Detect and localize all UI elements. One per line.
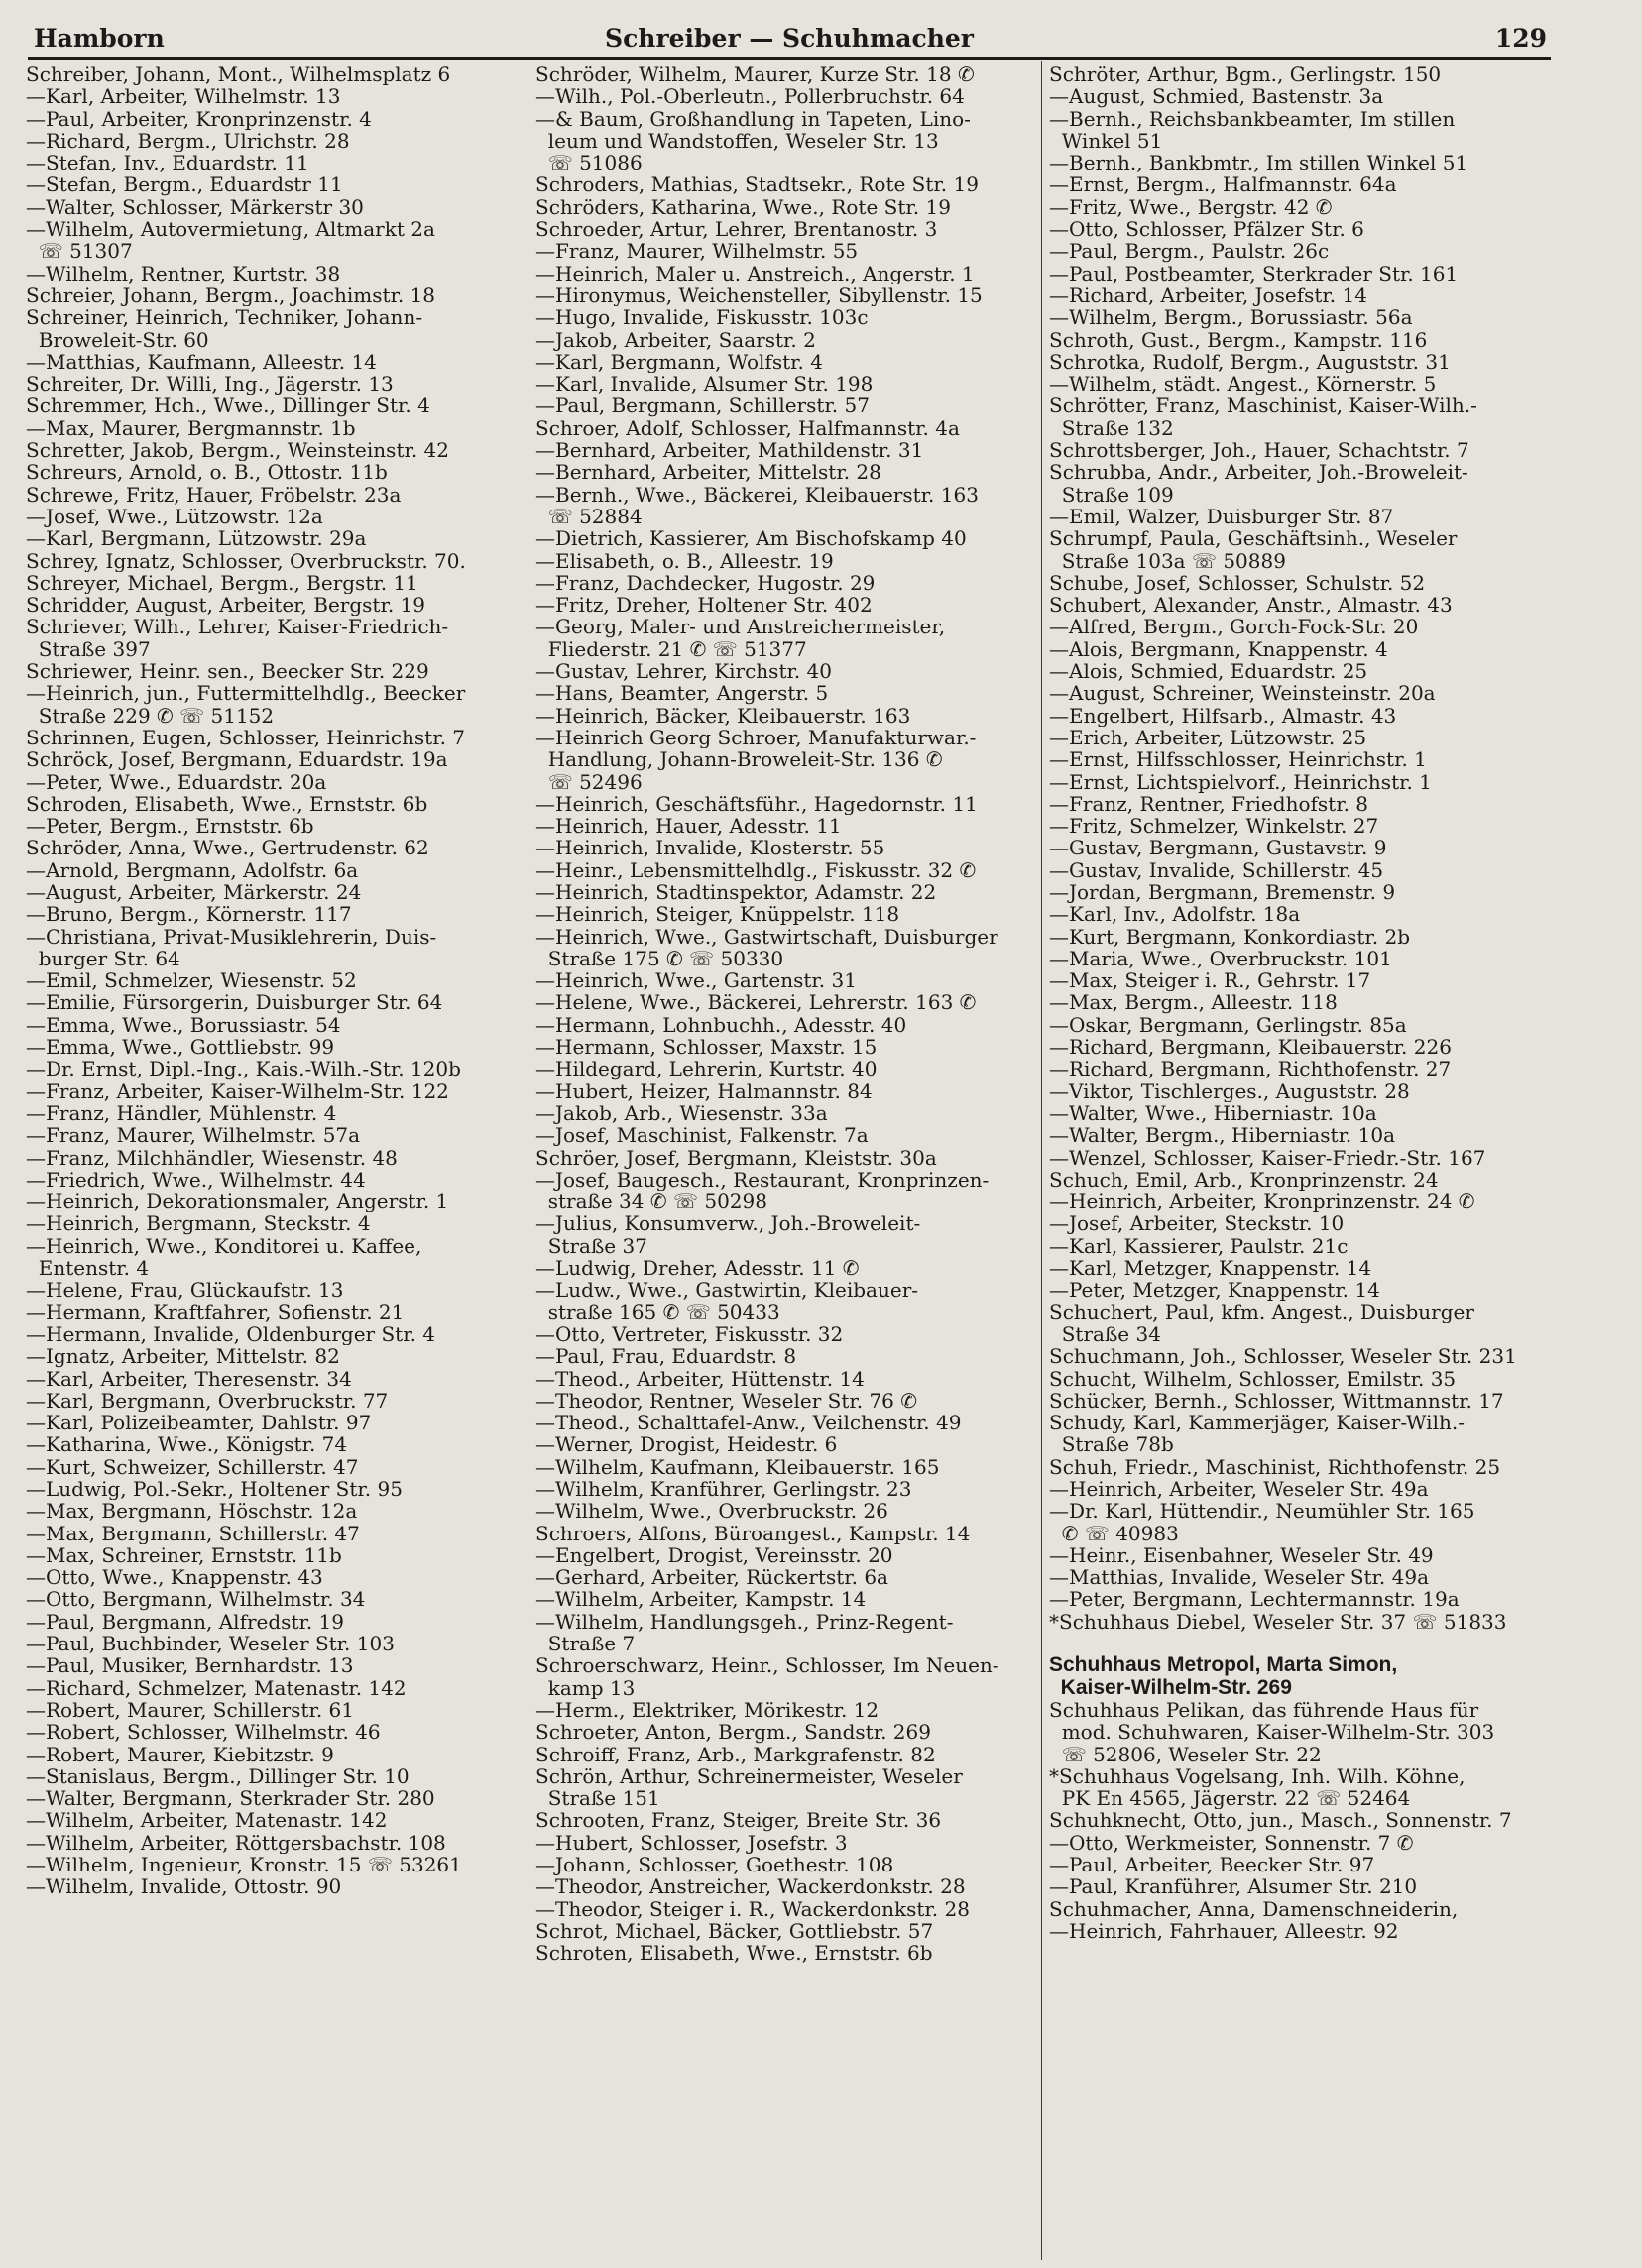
directory-entry: Schroeder, Artur, Lehrer, Brentanostr. 3 bbox=[535, 218, 938, 241]
directory-entry: —Heinrich, Hauer, Adesstr. 11 bbox=[535, 815, 842, 838]
directory-entry: Straße 151 bbox=[535, 1787, 660, 1810]
directory-entry: —Engelbert, Hilfsarb., Almastr. 43 bbox=[1049, 704, 1397, 727]
directory-entry: —Bruno, Bergm., Körnerstr. 117 bbox=[26, 903, 352, 926]
directory-entry: —Paul, Bergmann, Alfredstr. 19 bbox=[26, 1610, 345, 1634]
directory-entry: —Bernhard, Arbeiter, Mathildenstr. 31 bbox=[535, 439, 924, 462]
directory-entry: —Ernst, Hilfsschlosser, Heinrichstr. 1 bbox=[1049, 748, 1427, 771]
directory-entry: —Franz, Maurer, Wilhelmstr. 55 bbox=[535, 240, 859, 263]
directory-entry: Schroerschwarz, Heinr., Schlosser, Im Neuen- bbox=[535, 1654, 999, 1677]
page-number: 129 bbox=[1494, 24, 1547, 53]
directory-entry: —Karl, Bergmann, Overbruckstr. 77 bbox=[26, 1389, 389, 1413]
directory-entry: Schröder, Wilhelm, Maurer, Kurze Str. 18 ✆ bbox=[535, 63, 975, 86]
directory-entry: —Elisabeth, o. B., Alleestr. 19 bbox=[535, 549, 834, 572]
directory-entry: —Christiana, Privat-Musiklehrerin, Duis- bbox=[26, 925, 437, 948]
directory-entry: —Emil, Schmelzer, Wiesenstr. 52 bbox=[26, 969, 357, 992]
directory-entry: Schuchert, Paul, kfm. Angest., Duisburger bbox=[1049, 1301, 1474, 1323]
directory-entry: —Max, Steiger i. R., Gehrstr. 17 bbox=[1049, 969, 1371, 992]
directory-entry: —Kurt, Bergmann, Konkordiastr. 2b bbox=[1049, 925, 1411, 948]
directory-entry: —Theod., Schalttafel-Anw., Veilchenstr. 49 bbox=[535, 1412, 962, 1434]
directory-entry: —Wilhelm, Kaufmann, Kleibauerstr. 165 bbox=[535, 1455, 940, 1478]
directory-entry: Schrötter, Franz, Maschinist, Kaiser-Wilh.- bbox=[1049, 395, 1477, 417]
directory-entry: —Hironymus, Weichensteller, Sibyllenstr. 15 bbox=[535, 284, 983, 307]
page-header bbox=[28, 22, 1551, 60]
directory-entry: —Heinrich, Arbeiter, Kronprinzenstr. 24 ✆ bbox=[1049, 1191, 1475, 1213]
directory-entry bbox=[1049, 1633, 1557, 1654]
directory-entry: Schreiber, Johann, Mont., Wilhelmsplatz 6 bbox=[26, 63, 451, 86]
directory-entry: —Wilhelm, Ingenieur, Kronstr. 15 ☏ 53261 bbox=[26, 1854, 462, 1876]
directory-entry: —Karl, Bergmann, Lützowstr. 29a bbox=[26, 527, 367, 550]
directory-entry: —Julius, Konsumverw., Joh.-Broweleit- bbox=[535, 1212, 921, 1235]
column-1 bbox=[26, 63, 533, 1898]
directory-entry: Schretter, Jakob, Bergm., Weinsteinstr. 42 bbox=[26, 439, 450, 462]
directory-entry: —Heinrich, Invalide, Klosterstr. 55 bbox=[535, 837, 885, 859]
directory-entry: —Jakob, Arb., Wiesenstr. 33a bbox=[535, 1101, 828, 1125]
directory-entry: Straße 175 ✆ ☏ 50330 bbox=[535, 947, 784, 970]
directory-entry: —Friedrich, Wwe., Wilhelmstr. 44 bbox=[26, 1168, 366, 1191]
directory-entry: —Richard, Bergmann, Richthofenstr. 27 bbox=[1049, 1058, 1452, 1080]
directory-entry: Schrey, Ignatz, Schlosser, Overbruckstr. 70. bbox=[26, 549, 466, 572]
directory-entry: —Karl, Polizeibeamter, Dahlstr. 97 bbox=[26, 1412, 372, 1434]
directory-entry: *Schuhhaus Vogelsang, Inh. Wilh. Köhne, bbox=[1049, 1764, 1466, 1788]
directory-entry: —Wilhelm, Arbeiter, Matenastr. 142 bbox=[26, 1809, 388, 1832]
directory-entry: Schucht, Wilhelm, Schlosser, Emilstr. 35 bbox=[1049, 1367, 1457, 1390]
directory-entry: —Erich, Arbeiter, Lützowstr. 25 bbox=[1049, 726, 1367, 749]
directory-entry: —Gustav, Invalide, Schillerstr. 45 bbox=[1049, 858, 1384, 881]
directory-entry: —Franz, Rentner, Friedhofstr. 8 bbox=[1049, 792, 1369, 816]
directory-entry: —Matthias, Kaufmann, Alleestr. 14 bbox=[26, 350, 377, 374]
directory-entry: Schrön, Arthur, Schreinermeister, Weseler bbox=[535, 1764, 963, 1788]
directory-entry: straße 165 ✆ ☏ 50433 bbox=[535, 1301, 780, 1323]
directory-entry: —Wilhelm, Handlungsgeh., Prinz-Regent- bbox=[535, 1610, 954, 1634]
directory-entry: —Maria, Wwe., Overbruckstr. 101 bbox=[1049, 947, 1392, 970]
directory-entry: —Dr. Ernst, Dipl.-Ing., Kais.-Wilh.-Str. 120b bbox=[26, 1058, 461, 1080]
directory-entry: Schroden, Elisabeth, Wwe., Ernststr. 6b bbox=[26, 792, 428, 816]
directory-entry: —Hildegard, Lehrerin, Kurtstr. 40 bbox=[535, 1058, 878, 1080]
directory-entry: —Josef, Wwe., Lützowstr. 12a bbox=[26, 505, 323, 528]
directory-entry: —Franz, Milchhändler, Wiesenstr. 48 bbox=[26, 1146, 398, 1169]
directory-entry: —Karl, Bergmann, Wolfstr. 4 bbox=[535, 350, 823, 374]
directory-entry: kamp 13 bbox=[535, 1676, 636, 1699]
directory-entry: Schroth, Gust., Bergm., Kampstr. 116 bbox=[1049, 328, 1428, 351]
directory-entry: —Hugo, Invalide, Fiskusstr. 103c bbox=[535, 306, 869, 329]
directory-entry: —Heinrich, Arbeiter, Weseler Str. 49a bbox=[1049, 1478, 1429, 1501]
directory-entry: —Heinrich, Wwe., Konditorei u. Kaffee, bbox=[26, 1234, 422, 1258]
directory-entry: ☏ 51307 bbox=[26, 240, 133, 263]
directory-entry: —Hubert, Heizer, Halmannstr. 84 bbox=[535, 1079, 873, 1102]
directory-entry: —Hans, Beamter, Angerstr. 5 bbox=[535, 682, 829, 705]
directory-entry: —Wilhelm, Arbeiter, Röttgersbachstr. 108 bbox=[26, 1831, 446, 1855]
directory-entry: —Max, Bergm., Alleestr. 118 bbox=[1049, 991, 1338, 1014]
directory-entry: —Hermann, Schlosser, Maxstr. 15 bbox=[535, 1036, 878, 1059]
directory-entry: Schreyer, Michael, Bergm., Bergstr. 11 bbox=[26, 571, 418, 595]
directory-entry: —Otto, Wwe., Knappenstr. 43 bbox=[26, 1566, 323, 1589]
directory-entry: —Emma, Wwe., Borussiastr. 54 bbox=[26, 1013, 341, 1037]
directory-entry: ☏ 51086 bbox=[535, 152, 643, 174]
directory-entry: Schröer, Josef, Bergmann, Kleiststr. 30a bbox=[535, 1146, 937, 1169]
directory-entry: —Heinrich, Steiger, Knüppelstr. 118 bbox=[535, 903, 900, 926]
directory-entry: —Helene, Wwe., Bäckerei, Lehrerstr. 163 ✆ bbox=[535, 991, 977, 1014]
directory-entry: Entenstr. 4 bbox=[26, 1257, 150, 1280]
directory-entry: —Heinrich, jun., Futtermittelhdlg., Beecker bbox=[26, 682, 466, 705]
directory-entry: —Kurt, Schweizer, Schillerstr. 47 bbox=[26, 1455, 359, 1478]
directory-entry: —Bernhard, Arbeiter, Mittelstr. 28 bbox=[535, 461, 881, 484]
directory-entry: —Bernh., Bankbmtr., Im stillen Winkel 51 bbox=[1049, 152, 1468, 174]
directory-entry: —Alois, Schmied, Eduardstr. 25 bbox=[1049, 660, 1368, 683]
directory-entry: —Fritz, Schmelzer, Winkelstr. 27 bbox=[1049, 815, 1379, 838]
directory-entry: —Jakob, Arbeiter, Saarstr. 2 bbox=[535, 328, 816, 351]
directory-entry: Schriever, Wilh., Lehrer, Kaiser-Friedrich- bbox=[26, 616, 449, 638]
directory-entry: —Alois, Bergmann, Knappenstr. 4 bbox=[1049, 637, 1388, 661]
directory-entry: Straße 34 bbox=[1049, 1322, 1161, 1346]
directory-entry: —Bernh., Reichsbankbeamter, Im stillen bbox=[1049, 107, 1456, 130]
directory-entry: Straße 103a ☏ 50889 bbox=[1049, 549, 1286, 572]
directory-entry: —Paul, Bergmann, Schillerstr. 57 bbox=[535, 395, 870, 417]
directory-entry: Schrumpf, Paula, Geschäftsinh., Weseler bbox=[1049, 527, 1458, 550]
directory-entry: Schröck, Josef, Bergmann, Eduardstr. 19a bbox=[26, 748, 448, 771]
directory-entry: Schröder, Anna, Wwe., Gertrudenstr. 62 bbox=[26, 837, 429, 859]
directory-entry: —Peter, Bergmann, Lechtermannstr. 19a bbox=[1049, 1588, 1460, 1611]
directory-entry: —Josef, Arbeiter, Steckstr. 10 bbox=[1049, 1212, 1345, 1235]
directory-entry: —Heinrich, Stadtinspektor, Adamstr. 22 bbox=[535, 880, 937, 904]
directory-entry: Schrinnen, Eugen, Schlosser, Heinrichstr. 7 bbox=[26, 726, 466, 749]
directory-entry: Schuhmacher, Anna, Damenschneiderin, bbox=[1049, 1897, 1459, 1920]
header-range: Schreiber — Schuhmacher bbox=[605, 24, 974, 53]
directory-entry: Straße 7 bbox=[535, 1633, 636, 1655]
directory-entry: Schroten, Elisabeth, Wwe., Ernststr. 6b bbox=[535, 1942, 933, 1965]
directory-entry: Straße 109 bbox=[1049, 483, 1174, 506]
directory-entry: ☏ 52884 bbox=[535, 505, 643, 528]
directory-entry: —Franz, Händler, Mühlenstr. 4 bbox=[26, 1101, 337, 1125]
directory-entry: Schube, Josef, Schlosser, Schulstr. 52 bbox=[1049, 571, 1426, 595]
directory-entry: Straße 37 bbox=[535, 1234, 647, 1258]
directory-entry: —Walter, Bergm., Hiberniastr. 10a bbox=[1049, 1124, 1396, 1147]
directory-entry: —Bernh., Wwe., Bäckerei, Kleibauerstr. 163 bbox=[535, 483, 979, 506]
directory-entry: —Wilhelm, Arbeiter, Kampstr. 14 bbox=[535, 1588, 867, 1611]
directory-entry: —Alfred, Bergm., Gorch-Fock-Str. 20 bbox=[1049, 616, 1419, 638]
directory-entry: Schrotka, Rudolf, Bergm., Auguststr. 31 bbox=[1049, 350, 1451, 374]
directory-entry: Schuhhaus Metropol, Marta Simon, bbox=[1049, 1654, 1398, 1677]
directory-entry: —Stanislaus, Bergm., Dillinger Str. 10 bbox=[26, 1764, 410, 1788]
directory-entry: —Josef, Baugesch., Restaurant, Kronprinzen- bbox=[535, 1168, 990, 1191]
directory-entry: —Viktor, Tischlerges., Auguststr. 28 bbox=[1049, 1079, 1410, 1102]
directory-entry: —Ernst, Bergm., Halfmannstr. 64a bbox=[1049, 173, 1397, 196]
directory-entry: —Oskar, Bergmann, Gerlingstr. 85a bbox=[1049, 1013, 1407, 1037]
directory-entry: —August, Schreiner, Weinsteinstr. 20a bbox=[1049, 682, 1436, 705]
directory-entry: Schrooten, Franz, Steiger, Breite Str. 36 bbox=[535, 1809, 942, 1832]
directory-entry: —Wilhelm, Wwe., Overbruckstr. 26 bbox=[535, 1500, 888, 1523]
directory-entry: —Heinrich, Bergmann, Steckstr. 4 bbox=[26, 1212, 371, 1235]
directory-entry: —Robert, Maurer, Schillerstr. 61 bbox=[26, 1698, 355, 1722]
directory-entry: —Georg, Maler- und Anstreichermeister, bbox=[535, 616, 946, 638]
directory-entry: —Theod., Arbeiter, Hüttenstr. 14 bbox=[535, 1367, 865, 1390]
directory-entry: —Franz, Dachdecker, Hugostr. 29 bbox=[535, 571, 876, 595]
directory-entry: —Emil, Walzer, Duisburger Str. 87 bbox=[1049, 505, 1394, 528]
directory-entry: —Karl, Invalide, Alsumer Str. 198 bbox=[535, 373, 874, 396]
directory-entry: —Karl, Arbeiter, Wilhelmstr. 13 bbox=[26, 85, 341, 108]
directory-entry: —Theodor, Rentner, Weseler Str. 76 ✆ bbox=[535, 1389, 918, 1413]
directory-entry: burger Str. 64 bbox=[26, 947, 180, 970]
directory-entry: —Hermann, Invalide, Oldenburger Str. 4 bbox=[26, 1322, 436, 1346]
directory-entry: Schroiff, Franz, Arb., Markgrafenstr. 82 bbox=[535, 1743, 936, 1765]
directory-entry: Schridder, August, Arbeiter, Bergstr. 19 bbox=[26, 594, 425, 617]
directory-entry: Schroders, Mathias, Stadtsekr., Rote Str. 19 bbox=[535, 173, 979, 196]
directory-entry: —Dietrich, Kassierer, Am Bischofskamp 40 bbox=[535, 527, 967, 550]
directory-entry: —Max, Bergmann, Schillerstr. 47 bbox=[26, 1522, 360, 1544]
directory-entry: —Stefan, Bergm., Eduardstr 11 bbox=[26, 173, 343, 196]
directory-entry: —Wilhelm, Invalide, Ottostr. 90 bbox=[26, 1875, 342, 1898]
directory-entry: Schriewer, Heinr. sen., Beecker Str. 229 bbox=[26, 660, 429, 683]
directory-entry: —& Baum, Großhandlung in Tapeten, Lino- bbox=[535, 107, 971, 130]
directory-entry: —Theodor, Steiger i. R., Wackerdonkstr. 28 bbox=[535, 1897, 970, 1920]
directory-entry: —Heinrich, Bäcker, Kleibauerstr. 163 bbox=[535, 704, 911, 727]
directory-entry: —Ignatz, Arbeiter, Mittelstr. 82 bbox=[26, 1345, 340, 1368]
directory-entry: —Wenzel, Schlosser, Kaiser-Friedr.-Str. 167 bbox=[1049, 1146, 1486, 1169]
directory-entry: —Herm., Elektriker, Mörikestr. 12 bbox=[535, 1698, 880, 1722]
directory-entry: Fliederstr. 21 ✆ ☏ 51377 bbox=[535, 637, 807, 661]
directory-entry: Schröders, Katharina, Wwe., Rote Str. 19 bbox=[535, 195, 951, 219]
directory-entry: —Ludwig, Pol.-Sekr., Holtener Str. 95 bbox=[26, 1478, 403, 1501]
directory-entry: Schuh, Friedr., Maschinist, Richthofenstr. 25 bbox=[1049, 1455, 1501, 1478]
directory-entry: Schuhknecht, Otto, jun., Masch., Sonnenstr. 7 bbox=[1049, 1809, 1512, 1832]
directory-entry: —Heinrich, Wwe., Gartenstr. 31 bbox=[535, 969, 857, 992]
directory-entry: —Heinrich, Fahrhauer, Alleestr. 92 bbox=[1049, 1919, 1399, 1943]
directory-entry: —Heinr., Lebensmittelhdlg., Fiskusstr. 32 ✆ bbox=[535, 858, 977, 881]
directory-entry: *Schuhhaus Diebel, Weseler Str. 37 ☏ 51833 bbox=[1049, 1610, 1507, 1634]
directory-entry: —Helene, Frau, Glückaufstr. 13 bbox=[26, 1279, 344, 1302]
directory-entry: —Emma, Wwe., Gottliebstr. 99 bbox=[26, 1036, 335, 1059]
directory-entry: —Fritz, Dreher, Holtener Str. 402 bbox=[535, 594, 873, 617]
directory-entry: —Wilhelm, Rentner, Kurtstr. 38 bbox=[26, 262, 341, 284]
directory-entry: —Katharina, Wwe., Königstr. 74 bbox=[26, 1433, 348, 1456]
directory-entry: Schücker, Bernh., Schlosser, Wittmannstr. 17 bbox=[1049, 1389, 1504, 1413]
directory-entry: PK En 4565, Jägerstr. 22 ☏ 52464 bbox=[1049, 1787, 1411, 1810]
directory-entry: —Max, Bergmann, Höschstr. 12a bbox=[26, 1500, 358, 1523]
directory-entry: —Gerhard, Arbeiter, Rückertstr. 6a bbox=[535, 1566, 888, 1589]
directory-entry: —Ludwig, Dreher, Adesstr. 11 ✆ bbox=[535, 1257, 860, 1280]
directory-entry: —Franz, Maurer, Wilhelmstr. 57a bbox=[26, 1124, 361, 1147]
directory-entry: Schroer, Adolf, Schlosser, Halfmannstr. 4a bbox=[535, 416, 960, 440]
directory-entry: —Engelbert, Drogist, Vereinsstr. 20 bbox=[535, 1543, 893, 1567]
directory-entry: Straße 397 bbox=[26, 637, 151, 661]
directory-entry: —Wilh., Pol.-Oberleutn., Pollerbruchstr. 64 bbox=[535, 85, 965, 108]
directory-entry: Schroers, Alfons, Büroangest., Kampstr. 14 bbox=[535, 1522, 971, 1544]
directory-entry: Schreiter, Dr. Willi, Ing., Jägerstr. 13 bbox=[26, 373, 394, 396]
directory-entry: Schrot, Michael, Bäcker, Gottliebstr. 57 bbox=[535, 1919, 934, 1943]
directory-entry: ☏ 52496 bbox=[535, 770, 643, 793]
directory-entry: Schreier, Johann, Bergm., Joachimstr. 18 bbox=[26, 284, 436, 307]
directory-entry: —Arnold, Bergmann, Adolfstr. 6a bbox=[26, 858, 359, 881]
directory-entry: —Matthias, Invalide, Weseler Str. 49a bbox=[1049, 1566, 1430, 1589]
directory-entry: Schrubba, Andr., Arbeiter, Joh.-Broweleit- bbox=[1049, 461, 1468, 484]
directory-entry: —Heinrich, Dekorationsmaler, Angerstr. 1 bbox=[26, 1191, 449, 1213]
directory-entry: Schremmer, Hch., Wwe., Dillinger Str. 4 bbox=[26, 395, 430, 417]
directory-entry: —Peter, Bergm., Ernststr. 6b bbox=[26, 815, 314, 838]
directory-entry: —Gustav, Bergmann, Gustavstr. 9 bbox=[1049, 837, 1387, 859]
directory-entry: —Richard, Bergmann, Kleibauerstr. 226 bbox=[1049, 1036, 1452, 1059]
directory-entry: Schubert, Alexander, Anstr., Almastr. 43 bbox=[1049, 594, 1453, 617]
directory-entry: —Karl, Kassierer, Paulstr. 21c bbox=[1049, 1234, 1349, 1258]
directory-entry: —Robert, Maurer, Kiebitzstr. 9 bbox=[26, 1743, 334, 1765]
directory-entry: —Richard, Bergm., Ulrichstr. 28 bbox=[26, 129, 350, 153]
directory-entry: Schroeter, Anton, Bergm., Sandstr. 269 bbox=[535, 1721, 931, 1744]
directory-entry: —Walter, Wwe., Hiberniastr. 10a bbox=[1049, 1101, 1377, 1125]
directory-entry: —Jordan, Bergmann, Bremenstr. 9 bbox=[1049, 880, 1396, 904]
directory-entry: —Paul, Frau, Eduardstr. 8 bbox=[535, 1345, 797, 1368]
directory-entry: Schreiner, Heinrich, Techniker, Johann- bbox=[26, 306, 423, 329]
directory-entry: —Ernst, Lichtspielvorf., Heinrichstr. 1 bbox=[1049, 770, 1432, 793]
directory-entry: —Richard, Schmelzer, Matenastr. 142 bbox=[26, 1676, 407, 1699]
directory-entry: Straße 132 bbox=[1049, 416, 1174, 440]
directory-entry: —Paul, Arbeiter, Beecker Str. 97 bbox=[1049, 1854, 1375, 1876]
directory-entry: —Wilhelm, Bergm., Borussiastr. 56a bbox=[1049, 306, 1413, 329]
directory-entry: Schrottsberger, Joh., Hauer, Schachtstr. 7 bbox=[1049, 439, 1469, 462]
directory-entry: —Emilie, Fürsorgerin, Duisburger Str. 64 bbox=[26, 991, 443, 1014]
directory-entry: —Paul, Buchbinder, Weseler Str. 103 bbox=[26, 1633, 395, 1655]
directory-entry: —Heinrich, Maler u. Anstreich., Angerstr. 1 bbox=[535, 262, 975, 284]
directory-entry: —Karl, Arbeiter, Theresenstr. 34 bbox=[26, 1367, 352, 1390]
directory-entry: mod. Schuhwaren, Kaiser-Wilhelm-Str. 303 bbox=[1049, 1721, 1495, 1744]
directory-entry: Schuch, Emil, Arb., Kronprinzenstr. 24 bbox=[1049, 1168, 1439, 1191]
directory-entry: —Walter, Schlosser, Märkerstr 30 bbox=[26, 195, 364, 219]
directory-entry: —Max, Maurer, Bergmannstr. 1b bbox=[26, 416, 356, 440]
directory-entry: —Dr. Karl, Hüttendir., Neumühler Str. 165 bbox=[1049, 1500, 1475, 1523]
directory-entry: —Otto, Schlosser, Pfälzer Str. 6 bbox=[1049, 218, 1364, 241]
directory-entry: —Paul, Musiker, Bernhardstr. 13 bbox=[26, 1654, 354, 1677]
directory-entry: Schrewe, Fritz, Hauer, Fröbelstr. 23a bbox=[26, 483, 402, 506]
directory-entry: Schuhhaus Pelikan, das führende Haus für bbox=[1049, 1698, 1479, 1722]
directory-entry: —Werner, Drogist, Heidestr. 6 bbox=[535, 1433, 838, 1456]
directory-entry: —Peter, Wwe., Eduardstr. 20a bbox=[26, 770, 327, 793]
directory-entry: —Wilhelm, städt. Angest., Körnerstr. 5 bbox=[1049, 373, 1437, 396]
directory-entry: —Stefan, Inv., Eduardstr. 11 bbox=[26, 152, 309, 174]
directory-entry: —Richard, Arbeiter, Josefstr. 14 bbox=[1049, 284, 1367, 307]
directory-entry: ✆ ☏ 40983 bbox=[1049, 1522, 1179, 1544]
directory-entry: —Gustav, Lehrer, Kirchstr. 40 bbox=[535, 660, 833, 683]
directory-entry: —Ludw., Wwe., Gastwirtin, Kleibauer- bbox=[535, 1279, 919, 1302]
directory-entry: Kaiser-Wilhelm-Str. 269 bbox=[1049, 1676, 1292, 1699]
directory-entry: —Heinrich, Geschäftsführ., Hagedornstr. 11 bbox=[535, 792, 978, 816]
directory-entry: —Heinrich, Wwe., Gastwirtschaft, Duisburger bbox=[535, 925, 998, 948]
directory-entry: Schröter, Arthur, Bgm., Gerlingstr. 150 bbox=[1049, 63, 1442, 86]
column-3 bbox=[1049, 63, 1557, 1942]
directory-entry: —Paul, Bergm., Paulstr. 26c bbox=[1049, 240, 1330, 263]
directory-entry: Schuchmann, Joh., Schlosser, Weseler Str. 231 bbox=[1049, 1345, 1517, 1368]
directory-entry: Schudy, Karl, Kammerjäger, Kaiser-Wilh.- bbox=[1049, 1412, 1465, 1434]
directory-entry: —Johann, Schlosser, Goethestr. 108 bbox=[535, 1854, 894, 1876]
directory-entry: —Josef, Maschinist, Falkenstr. 7a bbox=[535, 1124, 869, 1147]
directory-entry: —August, Schmied, Bastenstr. 3a bbox=[1049, 85, 1384, 108]
directory-entry: —August, Arbeiter, Märkerstr. 24 bbox=[26, 880, 362, 904]
directory-entry: leum und Wandstoffen, Weseler Str. 13 bbox=[535, 129, 939, 153]
directory-entry: —Theodor, Anstreicher, Wackerdonkstr. 28 bbox=[535, 1875, 966, 1898]
directory-entry: —Karl, Inv., Adolfstr. 18a bbox=[1049, 903, 1301, 926]
directory-entry: —Max, Schreiner, Ernststr. 11b bbox=[26, 1543, 342, 1567]
directory-entry: Handlung, Johann-Broweleit-Str. 136 ✆ bbox=[535, 748, 943, 771]
directory-entry: —Paul, Kranführer, Alsumer Str. 210 bbox=[1049, 1875, 1418, 1898]
directory-entry: —Wilhelm, Autovermietung, Altmarkt 2a bbox=[26, 218, 435, 241]
directory-entry: —Wilhelm, Kranführer, Gerlingstr. 23 bbox=[535, 1478, 912, 1501]
directory-entry: —Heinrich Georg Schroer, Manufakturwar.- bbox=[535, 726, 977, 749]
directory-entry: —Otto, Bergmann, Wilhelmstr. 34 bbox=[26, 1588, 366, 1611]
directory-entry: Schreurs, Arnold, o. B., Ottostr. 11b bbox=[26, 461, 388, 484]
directory-entry: —Hermann, Lohnbuchh., Adesstr. 40 bbox=[535, 1013, 907, 1037]
directory-entry: —Otto, Werkmeister, Sonnenstr. 7 ✆ bbox=[1049, 1831, 1414, 1855]
directory-entry: —Paul, Arbeiter, Kronprinzenstr. 4 bbox=[26, 107, 372, 130]
directory-entry: —Heinr., Eisenbahner, Weseler Str. 49 bbox=[1049, 1543, 1434, 1567]
directory-entry: Broweleit-Str. 60 bbox=[26, 328, 209, 351]
directory-entry: ☏ 52806, Weseler Str. 22 bbox=[1049, 1743, 1322, 1765]
directory-entry: —Hubert, Schlosser, Josefstr. 3 bbox=[535, 1831, 848, 1855]
directory-entry: —Walter, Bergmann, Sterkrader Str. 280 bbox=[26, 1787, 435, 1810]
directory-entry: —Hermann, Kraftfahrer, Sofienstr. 21 bbox=[26, 1301, 405, 1323]
directory-entry: —Karl, Metzger, Knappenstr. 14 bbox=[1049, 1257, 1372, 1280]
header-city: Hamborn bbox=[34, 24, 165, 53]
column-2 bbox=[535, 63, 1043, 1965]
directory-entry: —Robert, Schlosser, Wilhelmstr. 46 bbox=[26, 1721, 381, 1744]
directory-entry: —Fritz, Wwe., Bergstr. 42 ✆ bbox=[1049, 195, 1333, 219]
directory-entry: Winkel 51 bbox=[1049, 129, 1163, 153]
directory-entry: —Franz, Arbeiter, Kaiser-Wilhelm-Str. 122 bbox=[26, 1079, 449, 1102]
directory-entry: Straße 78b bbox=[1049, 1433, 1174, 1456]
directory-entry: —Paul, Postbeamter, Sterkrader Str. 161 bbox=[1049, 262, 1459, 284]
directory-entry: —Peter, Metzger, Knappenstr. 14 bbox=[1049, 1279, 1380, 1302]
directory-entry: straße 34 ✆ ☏ 50298 bbox=[535, 1191, 767, 1213]
directory-entry: —Otto, Vertreter, Fiskusstr. 32 bbox=[535, 1322, 844, 1346]
directory-entry: Straße 229 ✆ ☏ 51152 bbox=[26, 704, 275, 727]
